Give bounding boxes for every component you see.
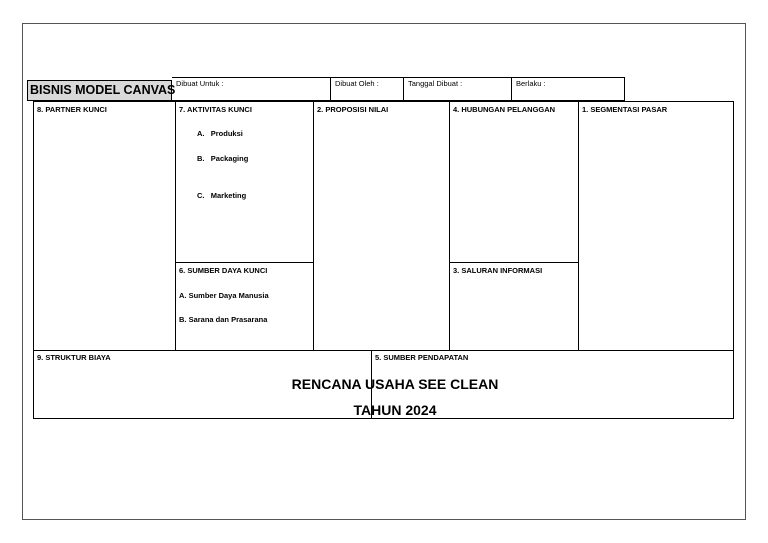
segmentasi-pasar-cell — [578, 101, 734, 351]
footer-title-line2: TAHUN 2024 — [353, 402, 437, 418]
saluran-informasi-cell — [449, 262, 579, 351]
aktivitas-item: A. Produksi — [197, 129, 243, 138]
aktivitas-kunci-label: 7. AKTIVITAS KUNCI — [179, 105, 252, 114]
saluran-informasi-label: 3. SALURAN INFORMASI — [453, 266, 543, 275]
proposisi-nilai-label: 2. PROPOSISI NILAI — [317, 105, 389, 114]
dibuat-untuk-field: Dibuat Untuk : — [172, 77, 331, 101]
struktur-biaya-label: 9. STRUKTUR BIAYA — [37, 353, 111, 362]
aktivitas-kunci-cell — [175, 101, 314, 263]
hubungan-pelanggan-cell — [449, 101, 579, 263]
partner-kunci-label: 8. PARTNER KUNCI — [37, 105, 107, 114]
dibuat-oleh-field: Dibuat Oleh : — [331, 77, 404, 101]
aktivitas-item: B. Packaging — [197, 154, 249, 163]
segmentasi-pasar-label: 1. SEGMENTASI PASAR — [582, 105, 668, 114]
sumber-daya-kunci-label: 6. SUMBER DAYA KUNCI — [179, 266, 268, 275]
proposisi-nilai-cell — [313, 101, 450, 351]
sumber-daya-kunci-cell — [175, 262, 314, 351]
aktivitas-item: C. Marketing — [197, 191, 247, 200]
sumber-pendapatan-label: 5. SUMBER PENDAPATAN — [375, 353, 469, 362]
hubungan-pelanggan-label: 4. HUBUNGAN PELANGGAN — [453, 105, 556, 114]
tanggal-dibuat-field: Tanggal Dibuat : — [404, 77, 512, 101]
partner-kunci-cell — [33, 101, 176, 351]
footer-title-line1: RENCANA USAHA SEE CLEAN — [291, 376, 499, 392]
berlaku-field: Berlaku : — [512, 77, 625, 101]
canvas-title: BISNIS MODEL CANVAS — [27, 80, 172, 101]
sumber-daya-item: B. Sarana dan Prasarana — [179, 315, 268, 324]
sumber-daya-item: A. Sumber Daya Manusia — [179, 291, 269, 300]
